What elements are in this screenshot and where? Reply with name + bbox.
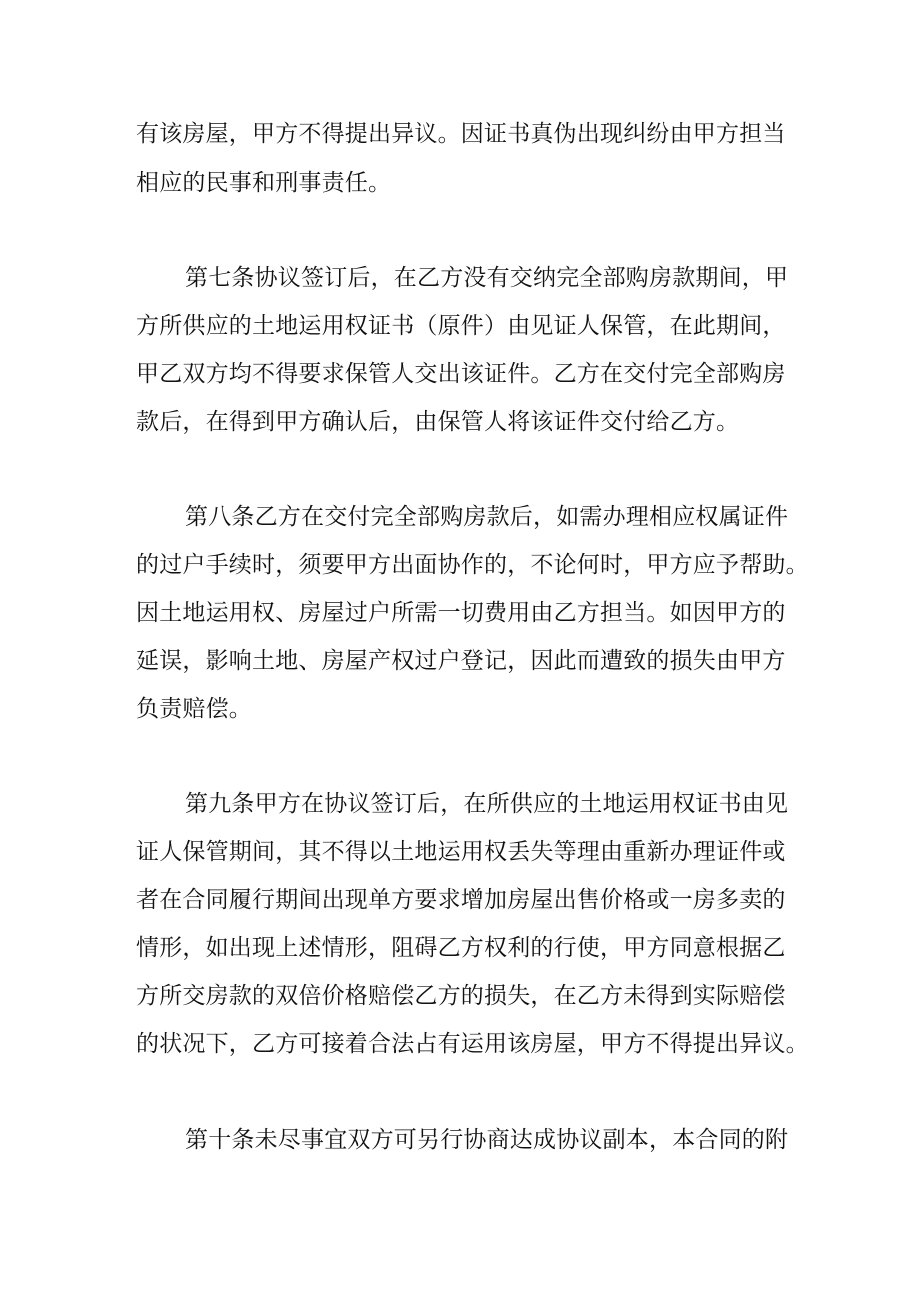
text-line: 第十条未尽事宜双方可另行协商达成协议副本，本合同的附 [185, 1127, 789, 1153]
text-line: 的过户手续时，须要甲方出面协作的，不论何时，甲方应予帮助。 [136, 552, 809, 578]
text-line: 者在合同履行期间出现单方要求增加房屋出售价格或一房多卖的 [136, 887, 786, 913]
text-line: 情形，如出现上述情形，阻碍乙方权利的行使，甲方同意根据乙 [136, 935, 786, 961]
text-line: 负责赔偿。 [136, 696, 252, 722]
text-line: 甲乙双方均不得要求保管人交出该证件。乙方在交付完全部购房 [136, 361, 786, 387]
text-line: 相应的民事和刑事责任。 [136, 170, 392, 196]
text-line: 证人保管期间，其不得以土地运用权丢失等理由重新办理证件或 [136, 839, 786, 865]
text-line: 第七条协议签订后，在乙方没有交纳完全部购房款期间，甲 [185, 265, 789, 291]
text-line: 第九条甲方在协议签订后，在所供应的土地运用权证书由见 [185, 791, 789, 817]
text-line: 有该房屋，甲方不得提出异议。因证书真伪出现纠纷由甲方担当 [136, 121, 786, 147]
text-line: 方所供应的土地运用权证书（原件）由见证人保管，在此期间， [136, 313, 786, 339]
text-line: 方所交房款的双倍价格赔偿乙方的损失，在乙方未得到实际赔偿 [136, 983, 786, 1009]
text-line: 款后，在得到甲方确认后，由保管人将该证件交付给乙方。 [136, 409, 740, 435]
text-line: 因土地运用权、房屋过户所需一切费用由乙方担当。如因甲方的 [136, 600, 786, 626]
text-line: 延误，影响土地、房屋产权过户登记，因此而遭致的损失由甲方 [136, 648, 786, 674]
text-line: 的状况下，乙方可接着合法占有运用该房屋，甲方不得提出异议。 [136, 1031, 809, 1057]
text-line: 第八条乙方在交付完全部购房款后，如需办理相应权属证件 [185, 504, 789, 530]
